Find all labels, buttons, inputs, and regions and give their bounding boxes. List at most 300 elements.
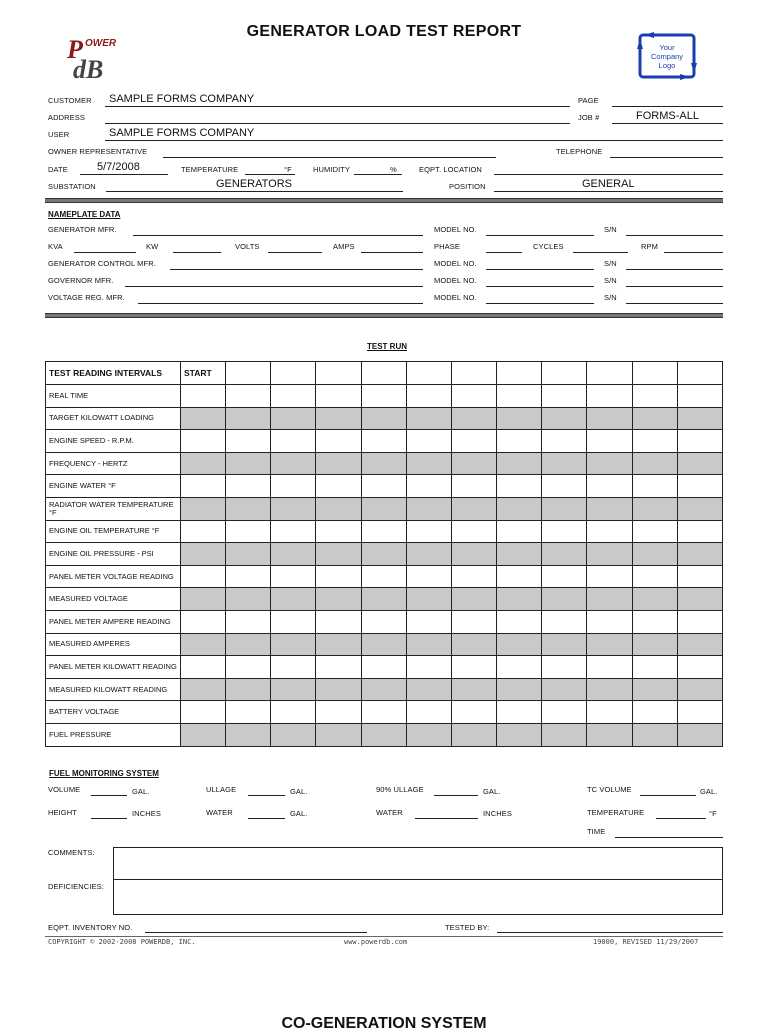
interval-cell[interactable] [316, 362, 361, 385]
reading-cell[interactable] [451, 497, 496, 520]
reading-cell[interactable] [226, 701, 271, 724]
gen-mfr-field[interactable] [133, 235, 423, 236]
reading-cell[interactable] [406, 701, 451, 724]
reading-cell[interactable] [451, 543, 496, 566]
sn-label: S/N [604, 225, 617, 234]
reading-cell[interactable] [181, 430, 226, 453]
reading-cell[interactable] [497, 543, 542, 566]
reading-cell[interactable] [542, 656, 587, 679]
reading-cell[interactable] [271, 588, 316, 611]
reading-cell[interactable] [226, 656, 271, 679]
reading-cell[interactable] [181, 407, 226, 430]
reading-cell[interactable] [542, 520, 587, 543]
reading-cell[interactable] [226, 475, 271, 498]
reading-cell[interactable] [632, 407, 677, 430]
position-value[interactable]: GENERAL [582, 178, 635, 190]
reading-cell[interactable] [271, 701, 316, 724]
reading-cell[interactable] [632, 520, 677, 543]
reading-cell[interactable] [542, 588, 587, 611]
reading-cell[interactable] [542, 430, 587, 453]
reading-cell[interactable] [451, 430, 496, 453]
inventory-field[interactable] [145, 932, 367, 933]
reading-cell[interactable] [181, 656, 226, 679]
reading-cell[interactable] [226, 723, 271, 746]
reading-cell[interactable] [632, 430, 677, 453]
reading-cell[interactable] [587, 588, 632, 611]
reading-cell[interactable] [677, 520, 722, 543]
reading-cell[interactable] [316, 385, 361, 408]
date-label: DATE [48, 165, 68, 174]
reading-cell[interactable] [542, 678, 587, 701]
reading-cell[interactable] [497, 610, 542, 633]
reading-cell[interactable] [542, 565, 587, 588]
reading-cell[interactable] [632, 588, 677, 611]
position-label: POSITION [449, 182, 486, 191]
reading-cell[interactable] [316, 407, 361, 430]
reading-cell[interactable] [271, 656, 316, 679]
kva-field[interactable] [74, 252, 136, 253]
reading-cell[interactable] [632, 565, 677, 588]
reading-cell[interactable] [497, 701, 542, 724]
reading-cell[interactable] [361, 588, 406, 611]
reading-cell[interactable] [226, 520, 271, 543]
reading-cell[interactable] [632, 678, 677, 701]
reading-cell[interactable] [587, 701, 632, 724]
copyright: COPYRIGHT © 2002-2008 POWERDB, INC. [48, 938, 196, 946]
reading-cell[interactable] [677, 678, 722, 701]
customer-value[interactable]: SAMPLE FORMS COMPANY [109, 93, 255, 105]
reading-cell[interactable] [316, 565, 361, 588]
reading-cell[interactable] [406, 723, 451, 746]
reading-cell[interactable] [226, 385, 271, 408]
fuel-heading: FUEL MONITORING SYSTEM [49, 769, 159, 778]
job-label: JOB # [578, 113, 600, 122]
reading-cell[interactable] [181, 701, 226, 724]
reading-cell[interactable] [497, 633, 542, 656]
svg-text:dB: dB [73, 55, 104, 80]
reading-cell[interactable] [361, 497, 406, 520]
page-field[interactable] [612, 106, 723, 107]
height-field[interactable] [91, 818, 127, 819]
reading-cell[interactable] [497, 678, 542, 701]
row-label: MEASURED KILOWATT READING [46, 678, 181, 701]
ullage-field[interactable] [248, 795, 285, 796]
reading-cell[interactable] [406, 520, 451, 543]
interval-cell[interactable] [361, 362, 406, 385]
reading-cell[interactable] [361, 565, 406, 588]
tc-volume-unit: GAL. [700, 787, 718, 796]
user-label: USER [48, 130, 70, 139]
reading-cell[interactable] [361, 701, 406, 724]
table-header-row [46, 362, 723, 385]
deficiencies-box[interactable] [113, 879, 723, 915]
interval-cell[interactable] [677, 362, 722, 385]
reading-cell[interactable] [406, 475, 451, 498]
reading-cell[interactable] [316, 656, 361, 679]
water-inches-field[interactable] [415, 818, 478, 819]
voltage-reg-label: VOLTAGE REG. MFR. [48, 293, 125, 302]
reading-cell[interactable] [542, 543, 587, 566]
row-label: MEASURED AMPERES [46, 633, 181, 656]
reading-cell[interactable] [677, 475, 722, 498]
temperature-label: TEMPERATURE [181, 165, 239, 174]
reading-cell[interactable] [542, 610, 587, 633]
reading-cell[interactable] [361, 430, 406, 453]
gen-control-field[interactable] [170, 269, 423, 270]
comments-box[interactable] [113, 847, 723, 881]
reading-cell[interactable] [677, 633, 722, 656]
reading-cell[interactable] [406, 633, 451, 656]
reading-cell[interactable] [361, 656, 406, 679]
reading-cell[interactable] [226, 452, 271, 475]
reading-cell[interactable] [677, 407, 722, 430]
reading-cell[interactable] [451, 407, 496, 430]
reading-cell[interactable] [632, 475, 677, 498]
reading-cell[interactable] [677, 588, 722, 611]
reading-cell[interactable] [587, 497, 632, 520]
reading-cell[interactable] [542, 452, 587, 475]
reading-cell[interactable] [271, 610, 316, 633]
reading-cell[interactable] [271, 452, 316, 475]
reading-cell[interactable] [587, 723, 632, 746]
job-value[interactable]: FORMS-ALL [636, 110, 699, 122]
reading-cell[interactable] [271, 565, 316, 588]
reading-cell[interactable] [677, 565, 722, 588]
reading-cell[interactable] [181, 497, 226, 520]
reading-cell[interactable] [632, 656, 677, 679]
fuel-temperature-field[interactable] [656, 818, 706, 819]
gen-model-field[interactable] [486, 235, 594, 236]
svg-text:Company: Company [650, 52, 684, 61]
reading-cell[interactable] [226, 430, 271, 453]
reading-cell[interactable] [406, 588, 451, 611]
reading-cell[interactable] [316, 633, 361, 656]
time-field[interactable] [615, 837, 723, 838]
tc-volume-field[interactable] [640, 795, 696, 796]
reading-cell[interactable] [632, 610, 677, 633]
reading-cell[interactable] [181, 452, 226, 475]
reading-cell[interactable] [542, 723, 587, 746]
reading-cell[interactable] [587, 407, 632, 430]
reading-cell[interactable] [451, 588, 496, 611]
reading-cell[interactable] [587, 633, 632, 656]
date-line [80, 174, 168, 175]
reading-cell[interactable] [542, 385, 587, 408]
reading-cell[interactable] [271, 385, 316, 408]
reading-cell[interactable] [497, 475, 542, 498]
gen-sn-field[interactable] [626, 235, 723, 236]
reading-cell[interactable] [406, 678, 451, 701]
address-field[interactable] [105, 123, 570, 124]
reading-cell[interactable] [677, 385, 722, 408]
substation-label: SUBSTATION [48, 182, 96, 191]
reading-cell[interactable] [181, 543, 226, 566]
phase-field[interactable] [486, 252, 522, 253]
table-row [46, 723, 723, 746]
water-gal-field[interactable] [248, 818, 285, 819]
reading-cell[interactable] [451, 610, 496, 633]
reading-cell[interactable] [497, 520, 542, 543]
eqpt-location-field[interactable] [494, 174, 723, 175]
revision: 19000, REVISED 11/29/2007 [593, 938, 699, 946]
interval-cell[interactable] [587, 362, 632, 385]
reading-cell[interactable] [451, 656, 496, 679]
reading-cell[interactable] [497, 385, 542, 408]
reading-cell[interactable] [271, 475, 316, 498]
owner-rep-label: OWNER REPRESENTATIVE [48, 147, 148, 156]
reading-cell[interactable] [677, 723, 722, 746]
reading-cell[interactable] [451, 520, 496, 543]
reading-cell[interactable] [271, 678, 316, 701]
interval-cell[interactable] [632, 362, 677, 385]
kw-field[interactable] [173, 252, 221, 253]
sn-label: S/N [604, 293, 617, 302]
svg-text:OWER: OWER [85, 38, 117, 49]
reading-cell[interactable] [406, 656, 451, 679]
interval-cell[interactable] [406, 362, 451, 385]
reading-cell[interactable] [316, 543, 361, 566]
nameplate-heading: NAMEPLATE DATA [48, 210, 121, 219]
reading-cell[interactable] [271, 430, 316, 453]
rpm-field[interactable] [664, 252, 723, 253]
reading-cell[interactable] [451, 385, 496, 408]
ullage-unit: GAL. [290, 787, 308, 796]
table-row [46, 701, 723, 724]
reading-cell[interactable] [632, 701, 677, 724]
volts-field[interactable] [268, 252, 322, 253]
date-value[interactable]: 5/7/2008 [97, 161, 140, 173]
reading-cell[interactable] [271, 543, 316, 566]
reading-cell[interactable] [451, 565, 496, 588]
reading-cell[interactable] [226, 588, 271, 611]
row-label: ENGINE OIL PRESSURE - PSI [46, 543, 181, 566]
reading-cell[interactable] [181, 610, 226, 633]
humidity-field[interactable] [354, 174, 402, 175]
reading-cell[interactable] [316, 452, 361, 475]
reading-cell[interactable] [677, 610, 722, 633]
interval-cell[interactable] [271, 362, 316, 385]
table-row [46, 565, 723, 588]
water-inches-unit: INCHES [483, 809, 512, 818]
amps-field[interactable] [361, 252, 423, 253]
reading-cell[interactable] [406, 497, 451, 520]
governor-field[interactable] [125, 286, 423, 287]
reading-cell[interactable] [361, 633, 406, 656]
reading-cell[interactable] [451, 452, 496, 475]
reading-cell[interactable] [361, 385, 406, 408]
water-gal-label: WATER [206, 808, 233, 817]
reading-cell[interactable] [632, 452, 677, 475]
reading-cell[interactable] [677, 701, 722, 724]
row-label: MEASURED VOLTAGE [46, 588, 181, 611]
ullage90-unit: GAL. [483, 787, 501, 796]
telephone-field[interactable] [610, 157, 723, 158]
reading-cell[interactable] [316, 678, 361, 701]
reading-cell[interactable] [181, 588, 226, 611]
tested-by-label: TESTED BY: [445, 923, 490, 932]
reading-cell[interactable] [451, 723, 496, 746]
website[interactable]: www.powerdb.com [344, 938, 408, 946]
reading-cell[interactable] [497, 452, 542, 475]
reading-cell[interactable] [271, 723, 316, 746]
reading-cell[interactable] [677, 452, 722, 475]
tc-volume-label: TC VOLUME [587, 785, 632, 794]
reading-cell[interactable] [587, 678, 632, 701]
reading-cell[interactable] [587, 520, 632, 543]
row-label: FUEL PRESSURE [46, 723, 181, 746]
reading-cell[interactable] [406, 452, 451, 475]
reading-cell[interactable] [497, 497, 542, 520]
reading-cell[interactable] [181, 475, 226, 498]
reading-cell[interactable] [587, 385, 632, 408]
reading-cell[interactable] [497, 723, 542, 746]
reading-cell[interactable] [226, 678, 271, 701]
reading-cell[interactable] [181, 633, 226, 656]
temperature-field[interactable] [245, 174, 295, 175]
reading-cell[interactable] [316, 723, 361, 746]
reading-cell[interactable] [451, 678, 496, 701]
reading-cell[interactable] [226, 633, 271, 656]
voltage-reg-field[interactable] [138, 303, 423, 304]
reading-cell[interactable] [181, 520, 226, 543]
reading-cell[interactable] [316, 475, 361, 498]
reading-cell[interactable] [587, 475, 632, 498]
reading-cell[interactable] [497, 430, 542, 453]
reading-cell[interactable] [542, 633, 587, 656]
reading-cell[interactable] [271, 407, 316, 430]
reading-cell[interactable] [497, 407, 542, 430]
reading-cell[interactable] [677, 430, 722, 453]
cycles-field[interactable] [573, 252, 628, 253]
reading-cell[interactable] [632, 543, 677, 566]
voltage-reg-model-field[interactable] [486, 303, 594, 304]
reading-cell[interactable] [632, 723, 677, 746]
reading-cell[interactable] [587, 656, 632, 679]
substation-value[interactable]: GENERATORS [216, 178, 292, 190]
reading-cell[interactable] [361, 610, 406, 633]
gen-control-sn-field[interactable] [626, 269, 723, 270]
reading-cell[interactable] [226, 543, 271, 566]
humidity-label: HUMIDITY [313, 165, 351, 174]
customer-line [105, 106, 570, 107]
reading-cell[interactable] [632, 385, 677, 408]
reading-cell[interactable] [451, 701, 496, 724]
reading-cell[interactable] [406, 430, 451, 453]
reading-cell[interactable] [316, 610, 361, 633]
address-label: ADDRESS [48, 113, 85, 122]
row-label: REAL TIME [46, 385, 181, 408]
reading-cell[interactable] [587, 430, 632, 453]
ullage90-field[interactable] [434, 795, 478, 796]
reading-cell[interactable] [632, 633, 677, 656]
reading-cell[interactable] [271, 520, 316, 543]
interval-cell[interactable] [542, 362, 587, 385]
reading-cell[interactable] [542, 475, 587, 498]
reading-cell[interactable] [497, 656, 542, 679]
reading-cell[interactable] [361, 543, 406, 566]
reading-cell[interactable] [542, 497, 587, 520]
reading-cell[interactable] [316, 701, 361, 724]
reading-cell[interactable] [316, 497, 361, 520]
reading-cell[interactable] [226, 497, 271, 520]
reading-cell[interactable] [542, 701, 587, 724]
reading-cell[interactable] [316, 588, 361, 611]
reading-cell[interactable] [587, 452, 632, 475]
reading-cell[interactable] [406, 610, 451, 633]
reading-cell[interactable] [271, 497, 316, 520]
section-divider [45, 198, 723, 203]
governor-model-field[interactable] [486, 286, 594, 287]
reading-cell[interactable] [451, 633, 496, 656]
reading-cell[interactable] [361, 520, 406, 543]
telephone-label: TELEPHONE [556, 147, 603, 156]
table-row [46, 385, 723, 408]
time-label: TIME [587, 827, 606, 836]
reading-cell[interactable] [181, 565, 226, 588]
reading-cell[interactable] [406, 385, 451, 408]
reading-cell[interactable] [406, 543, 451, 566]
reading-cell[interactable] [497, 565, 542, 588]
reading-cell[interactable] [316, 520, 361, 543]
reading-cell[interactable] [632, 497, 677, 520]
reading-cell[interactable] [677, 656, 722, 679]
table-row [46, 656, 723, 679]
reading-cell[interactable] [316, 430, 361, 453]
tested-by-field[interactable] [497, 932, 723, 933]
row-label: FREQUENCY - HERTZ [46, 452, 181, 475]
model-no-label: MODEL NO. [434, 259, 477, 268]
model-no-label: MODEL NO. [434, 293, 477, 302]
reading-cell[interactable] [226, 565, 271, 588]
reading-cell[interactable] [497, 588, 542, 611]
reading-cell[interactable] [181, 723, 226, 746]
reading-cell[interactable] [226, 407, 271, 430]
volume-field[interactable] [91, 795, 127, 796]
reading-cell[interactable] [587, 565, 632, 588]
interval-cell[interactable] [497, 362, 542, 385]
svg-text:P: P [67, 35, 83, 64]
reading-cell[interactable] [451, 475, 496, 498]
owner-rep-field[interactable] [163, 157, 496, 158]
reading-cell[interactable] [361, 407, 406, 430]
interval-cell[interactable] [451, 362, 496, 385]
reading-cell[interactable] [226, 610, 271, 633]
reading-cell[interactable] [361, 723, 406, 746]
voltage-reg-sn-field[interactable] [626, 303, 723, 304]
reading-cell[interactable] [181, 678, 226, 701]
table-row [46, 475, 723, 498]
reading-cell[interactable] [406, 565, 451, 588]
reading-cell[interactable] [271, 633, 316, 656]
reading-cell[interactable] [587, 543, 632, 566]
reading-cell[interactable] [542, 407, 587, 430]
user-line [105, 140, 723, 141]
reading-cell[interactable] [587, 610, 632, 633]
reading-cell[interactable] [406, 407, 451, 430]
interval-cell[interactable] [226, 362, 271, 385]
reading-cell[interactable] [181, 385, 226, 408]
gen-control-model-field[interactable] [486, 269, 594, 270]
user-value[interactable]: SAMPLE FORMS COMPANY [109, 127, 255, 139]
reading-cell[interactable] [361, 678, 406, 701]
reading-cell[interactable] [361, 475, 406, 498]
governor-sn-field[interactable] [626, 286, 723, 287]
water-gal-unit: GAL. [290, 809, 308, 818]
reading-cell[interactable] [677, 497, 722, 520]
kva-label: KVA [48, 242, 63, 251]
reading-cell[interactable] [677, 543, 722, 566]
reading-cell[interactable] [361, 452, 406, 475]
